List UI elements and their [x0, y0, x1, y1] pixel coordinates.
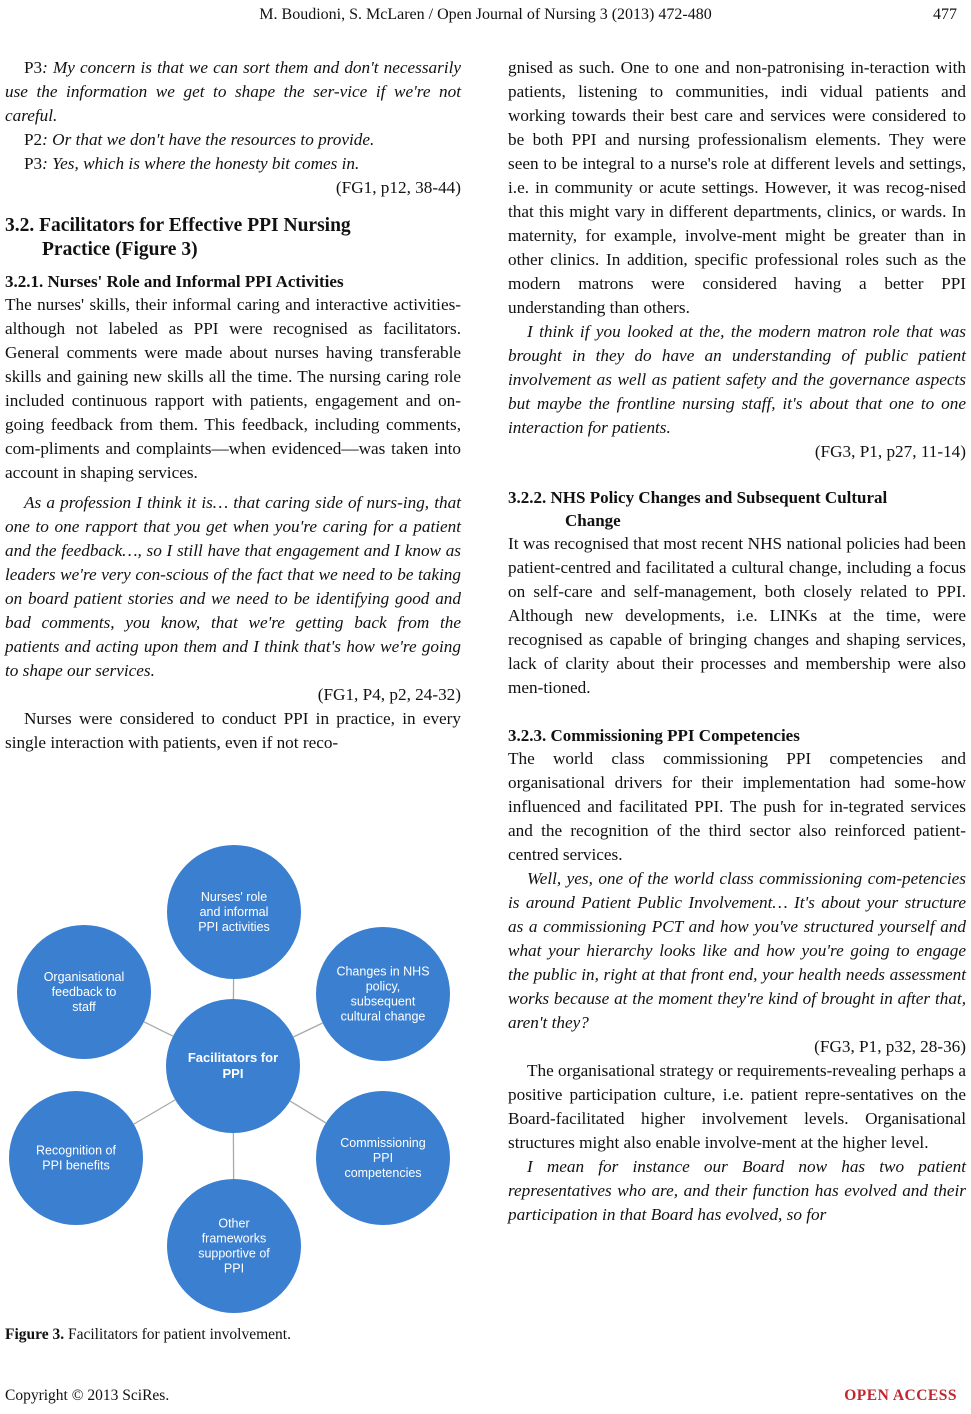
node-center-label: Facilitators for PPI: [187, 1050, 279, 1081]
connector-line: [134, 1100, 175, 1124]
quote-line: [5, 152, 461, 176]
block-quote: Well, yes, one of the world class commissioning com-petencies is around Patient Public Involvement… It's about your structure as a commissioning PCT and how you've structured yourself and what your hierarchy looks like and how you're going to engage the public in, right at that front end, your health needs assessment works because at the moment they're kind of brought in after that, aren't they?: [508, 869, 966, 1032]
right-column: [508, 56, 966, 1227]
speaker-label: P3: [24, 154, 43, 173]
quote-citation: (FG3, P1, p32, 28-36): [814, 1037, 966, 1056]
subsection-heading: [508, 486, 966, 532]
figure-caption: [5, 1326, 291, 1344]
figure-3-diagram: [5, 842, 461, 1320]
footer-open-access: OPEN ACCESS: [844, 1387, 957, 1404]
block-quote: I mean for instance our Board now has two patient representatives who are, and their function has evolved and their participation in that Board has evolved, so for: [508, 1157, 966, 1224]
heading-line: 3.2. Facilitators for Effective PPI Nursing: [5, 215, 351, 236]
quote-citation: (FG3, P1, p27, 11-14): [814, 442, 966, 461]
body-paragraph: The world class commissioning PPI competencies and organisational drivers for their implementation had some-how influenced and facilitated PPI. The push for in-tegrated services and the recognition of the third sector also reinforced patient-centred services.: [508, 749, 966, 864]
node-recognition-benefits-label: Recognition of PPI benefits: [36, 1143, 116, 1173]
body-paragraph: gnised as such. One to one and non-patronising in-teraction with patients, listening to communities, indi vidual patients and working towards their best care and services were considered to be both PPI and nursing professionalism elements. They were seen to be integral to a nurse's role at different levels and settings, i.e. in community or acute settings. However, it was recog-nised that this might vary in different departments, clinics, or wards. In maternity, for example, involve-ment might be greater than in other clinics. In addition, specific professional roles such as the modern matrons were considered having a better PPI understanding than others.: [508, 58, 966, 317]
body-paragraph: The organisational strategy or requirements-revealing perhaps a positive participation culture, i.e. patient repre-sentatives on the Board-facilitated higher involvement levels. Organisational structures might also enable involve-ment at the higher level.: [508, 1061, 966, 1152]
subsection-heading: 3.2.3. Commissioning PPI Competencies: [508, 726, 800, 745]
page-number: 477: [933, 6, 957, 23]
heading-line: Practice (Figure 3): [42, 239, 198, 260]
quote-exchange: [5, 56, 461, 176]
connector-line: [293, 1023, 322, 1037]
connector-line: [144, 1022, 173, 1036]
body-paragraph: It was recognised that most recent NHS national policies had been patient-centred and facilitated a cultural change, including a focus on self-care and self-management, both closely related to PPI. Although new developments, i.e. LINKs at the time, were recognised as capable of bringing changes and shaping services, lack of clarity about their processes and membership were also men-tioned.: [508, 534, 966, 697]
quote-text: : My concern is that we can sort them and don't necessarily use the information we get to shape the ser-vice if we're not careful.: [5, 58, 461, 125]
block-quote: As a profession I think it is… that caring side of nurs-ing, that one to one rapport that you get when you're caring for a patient and the feedback…, so I still have that engagement and I know as leaders we're very con-scious of the fact that we need to be taking on board patient stories and we need to be identifying good and bad comments, you know, that we're getting back from the patients and acting upon them and I think that's how we're going to shape our services.: [5, 493, 461, 680]
speaker-label: P2: [24, 130, 43, 149]
footer-copyright: Copyright © 2013 SciRes.: [5, 1387, 170, 1404]
node-commissioning-label: Commissioning PPI competencies: [340, 1136, 426, 1180]
connector-line: [290, 1101, 326, 1123]
node-nhs-policy-label: Changes in NHS policy, subsequent cultural change: [336, 964, 430, 1024]
left-column: [5, 56, 461, 755]
node-organisational-feedback-label: Organisational feedback to staff: [43, 970, 125, 1014]
caption-label: Figure 3.: [5, 1326, 65, 1343]
subsection-heading: 3.2.1. Nurses' Role and Informal PPI Activities: [5, 272, 344, 291]
speaker-label: P3: [24, 58, 43, 77]
caption-text: Facilitators for patient involvement.: [64, 1326, 291, 1343]
quote-text: : Or that we don't have the resources to provide.: [42, 130, 375, 149]
running-header: [0, 6, 971, 24]
diagram-canvas: [5, 842, 461, 1320]
heading-line: Change: [565, 511, 621, 530]
body-paragraph: Nurses were considered to conduct PPI in practice, in every single interaction with patients, even if not reco-: [5, 709, 461, 752]
quote-citation: (FG1, p12, 38-44): [335, 178, 461, 197]
block-quote: I think if you looked at the, the modern matron role that was brought in they do have an understanding of public patient involvement as well as patient safety and the governance aspects but maybe the frontline nursing staff, it's about that one to one interaction for patients.: [508, 322, 966, 437]
heading-line: 3.2.2. NHS Policy Changes and Subsequent Cultural: [508, 488, 888, 507]
quote-text: : Yes, which is where the honesty bit comes in.: [42, 154, 360, 173]
body-paragraph: The nurses' skills, their informal caring and interactive activities-although not labeled as PPI were recognised as facilitators. General comments were made about nurses having transferable skills and gaining new skills all the time. The nursing caring role included continuous rapport with patients, engagement and on-going feedback from them. This feedback, including comments, com-pliments and complaints—when evidenced—was taken into account in shaping services.: [5, 295, 461, 482]
section-heading: [5, 214, 461, 262]
node-nurses-role-label: Nurses' role and informal PPI activities: [198, 890, 270, 934]
quote-citation: (FG1, P4, p2, 24-32): [317, 685, 461, 704]
quote-line: [5, 128, 461, 152]
node-other-frameworks-label: Other frameworks supportive of PPI: [198, 1216, 270, 1276]
quote-line: [5, 56, 461, 128]
running-title: M. Boudioni, S. McLaren / Open Journal of Nursing 3 (2013) 472-480: [259, 6, 712, 23]
